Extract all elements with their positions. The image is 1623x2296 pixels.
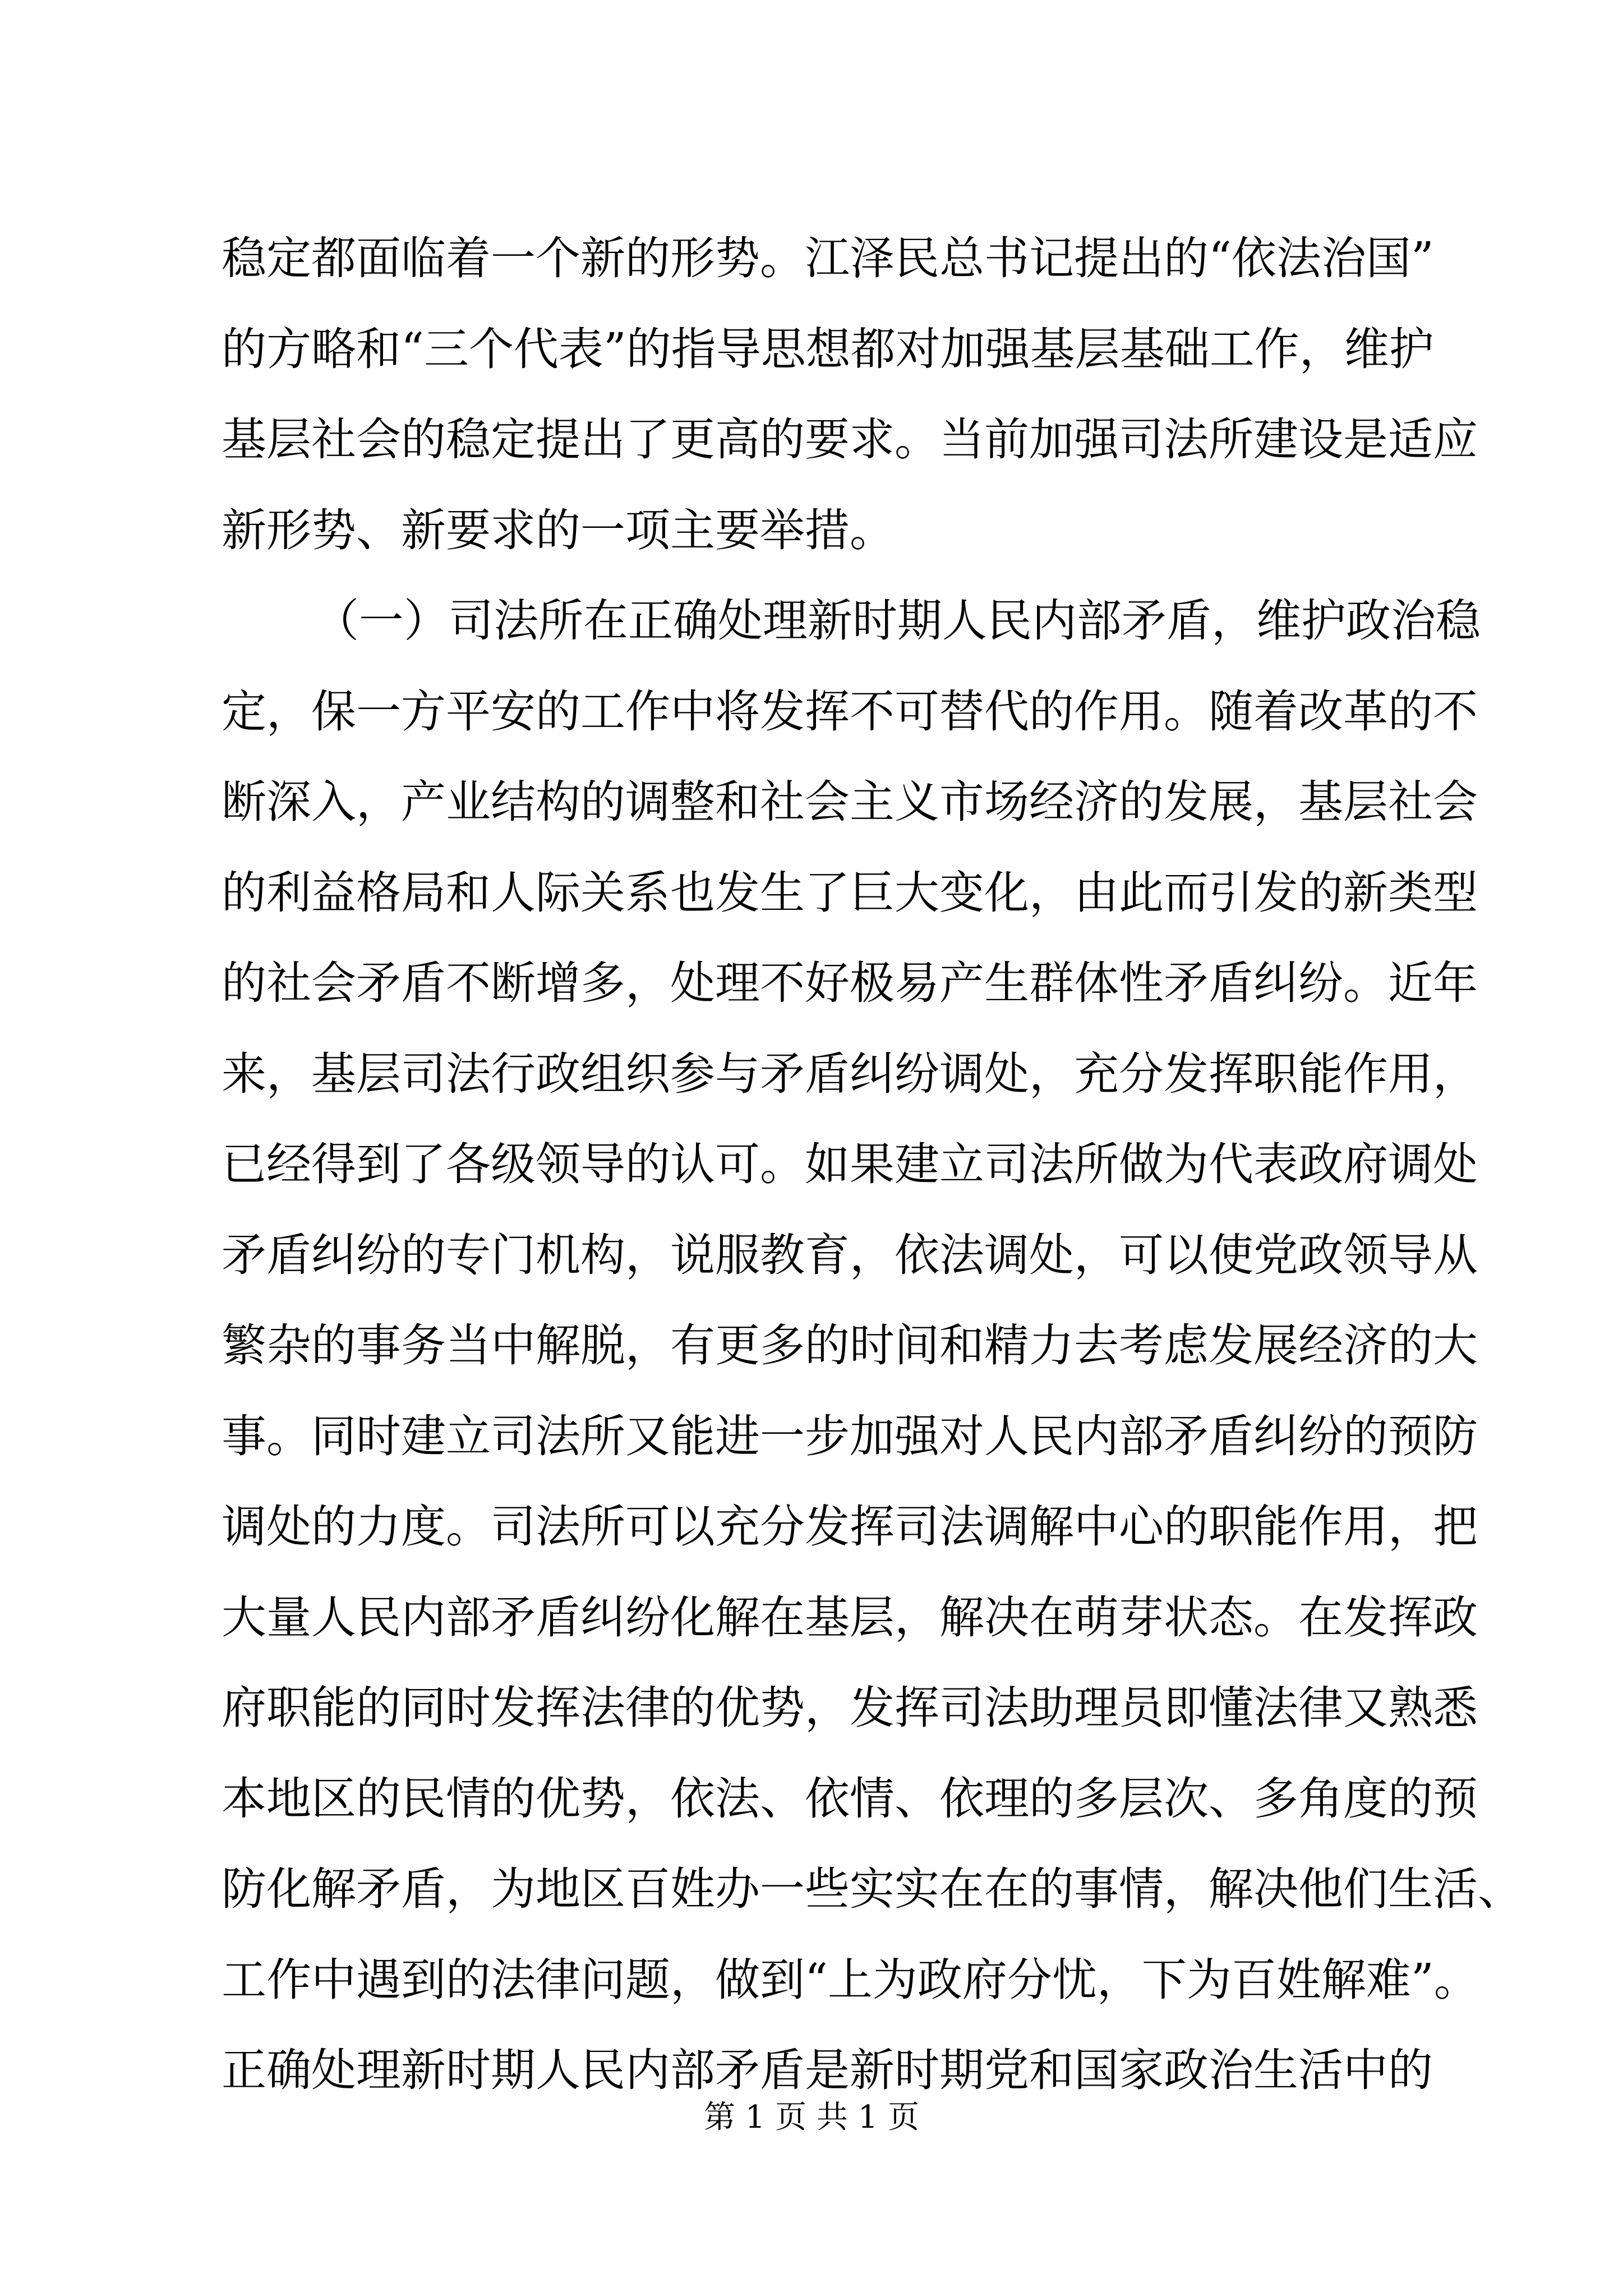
text-line: 府职能的同时发挥法律的优势，发挥司法助理员即懂法律又熟悉 [222, 1682, 1478, 1734]
text-line: 的社会矛盾不断增多，处理不好极易产生群体性矛盾纠纷。近年 [222, 957, 1478, 1009]
text-line: 防化解矛盾，为地区百姓办一些实实在在的事情，解决他们生活、 [222, 1863, 1523, 1915]
paragraph-first-line: （一）司法所在正确处理新时期人民内部矛盾，维护政治稳 [314, 595, 1481, 647]
text-line: 的利益格局和人际关系也发生了巨大变化，由此而引发的新类型 [222, 866, 1478, 919]
text-line: 已经得到了各级领导的认可。如果建立司法所做为代表政府调处 [222, 1138, 1478, 1190]
text-line: 正确处理新时期人民内部矛盾是新时期党和国家政治生活中的 [222, 2044, 1433, 2096]
text-line: 定，保一方平安的工作中将发挥不可替代的作用。随着改革的不 [222, 685, 1478, 738]
text-line: 本地区的民情的优势，依法、依情、依理的多层次、多角度的预 [222, 1772, 1478, 1825]
text-line: 新形势、新要求的一项主要举措。 [222, 504, 895, 556]
text-line: 大量人民内部矛盾纠纷化解在基层，解决在萌芽状态。在发挥政 [222, 1591, 1478, 1644]
text-line: 来，基层司法行政组织参与矛盾纠纷调处，充分发挥职能作用， [222, 1047, 1478, 1100]
body-text [222, 213, 1523, 2116]
page-number-footer: 第 1 页 共 1 页 [703, 2099, 920, 2136]
text-line: 基层社会的稳定提出了更高的要求。当前加强司法所建设是适应 [222, 413, 1478, 466]
text-line: 矛盾纠纷的专门机构，说服教育，依法调处，可以使党政领导从 [222, 1228, 1478, 1281]
text-line: 繁杂的事务当中解脱，有更多的时间和精力去考虑发展经济的大 [222, 1319, 1478, 1372]
text-line: 稳定都面临着一个新的形势。江泽民总书记提出的“依法治国” [222, 232, 1434, 284]
text-line: 的方略和“三个代表”的指导思想都对加强基层基础工作，维护 [222, 323, 1434, 375]
text-line: 工作中遇到的法律问题，做到“上为政府分忧，下为百姓解难”。 [222, 1953, 1479, 2006]
text-line: 调处的力度。司法所可以充分发挥司法调解中心的职能作用，把 [222, 1501, 1478, 1553]
text-line: 事。同时建立司法所又能进一步加强对人民内部矛盾纠纷的预防 [222, 1410, 1478, 1462]
text-line: 断深入，产业结构的调整和社会主义市场经济的发展，基层社会 [222, 776, 1478, 828]
